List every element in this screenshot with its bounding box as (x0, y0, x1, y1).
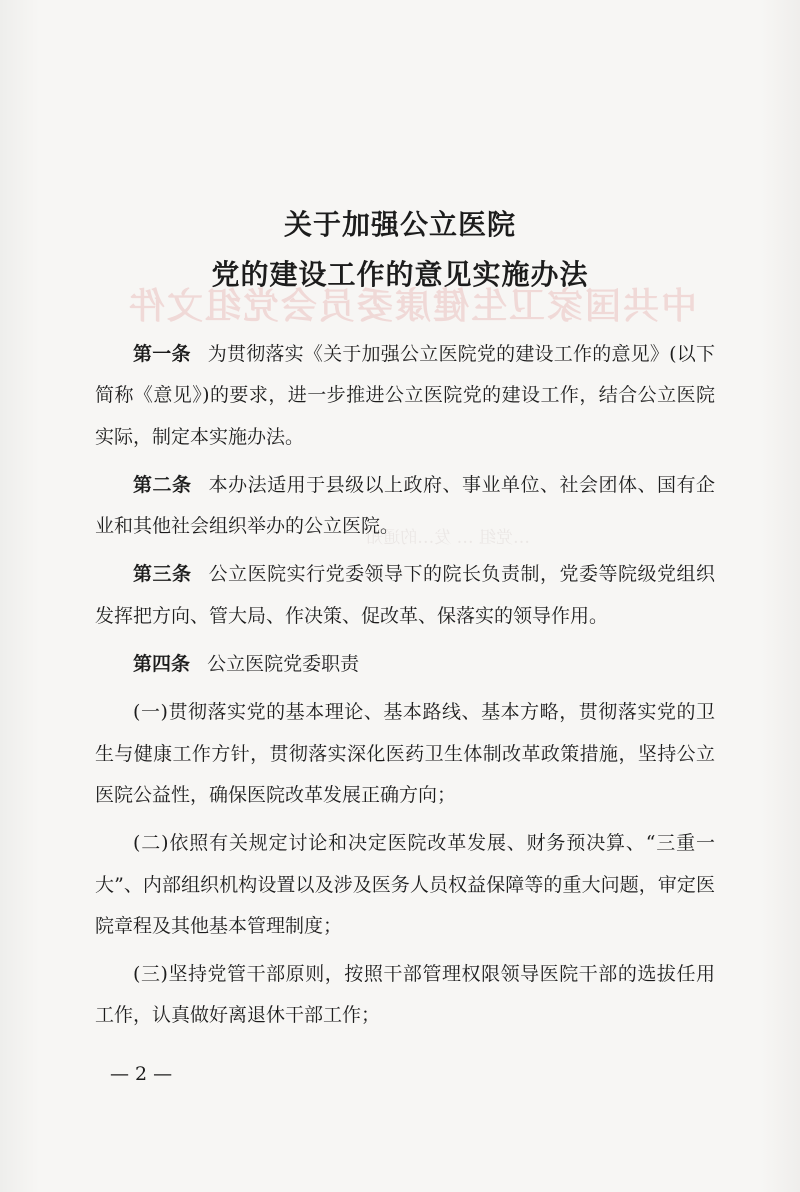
document-title-line-2: 党的建设工作的意见实施办法 (211, 258, 589, 291)
article-label: 第四条 (133, 653, 191, 676)
article-label: 第一条 (133, 343, 191, 365)
paragraph-text: 公立医院实行党委领导下的院长负责制，党委等院级党组织发挥把方向、管大局、作决策、促改革、保落实的领导作用。 (95, 563, 715, 627)
paragraph-text: (三)坚持党管干部原则，按照干部管理权限领导医院干部的选拔任用工作，认真做好离退休干部工作； (95, 963, 715, 1027)
paragraph-article-3 (95, 554, 715, 637)
article-label: 第三条 (133, 563, 192, 586)
paragraph-text: (一)贯彻落实党的基本理论、基本路线、基本方略，贯彻落实党的卫生与健康工作方针，贯彻落实深化医药卫生体制改革政策措施，坚持公立医院公益性，确保医院改革发展正确方向； (95, 701, 715, 806)
paragraph-text: 本办法适用于县级以上政府、事业单位、社会团体、国有企业和其他社会组织举办的公立医院。 (95, 473, 715, 538)
bleed-through-text: …党组 … 发…的通知 (366, 528, 530, 548)
bleed-through-header: 中共国家卫生健康委员会党组文件 (127, 285, 698, 327)
paragraph-text: 为贯彻落实《关于加强公立医院党的建设工作的意见》(以下简称《意见》)的要求，进一步推进公立医院党的建设工作，结合公立医院实际，制定本实施办法。 (95, 343, 715, 448)
document-title-line-1: 关于加强公立医院 (283, 208, 516, 241)
paragraph-article-4 (95, 644, 715, 685)
paragraph-item-1 (95, 692, 715, 816)
paragraph-text: 公立医院党委职责 (207, 653, 360, 676)
page-number: — 2 — (110, 1063, 173, 1085)
paragraph-article-1 (95, 334, 715, 458)
article-label: 第二条 (133, 473, 192, 496)
paragraph-article-2 (95, 465, 715, 548)
paragraph-text: (二)依照有关规定讨论和决定医院改革发展、财务预决算、“三重一大”、内部组织机构设置以及涉及医务人员权益保障等的重大问题，审定医院章程及其他基本管理制度； (95, 832, 715, 937)
document-body (95, 334, 715, 1044)
paragraph-item-3 (95, 954, 715, 1037)
paragraph-item-2 (95, 823, 715, 947)
